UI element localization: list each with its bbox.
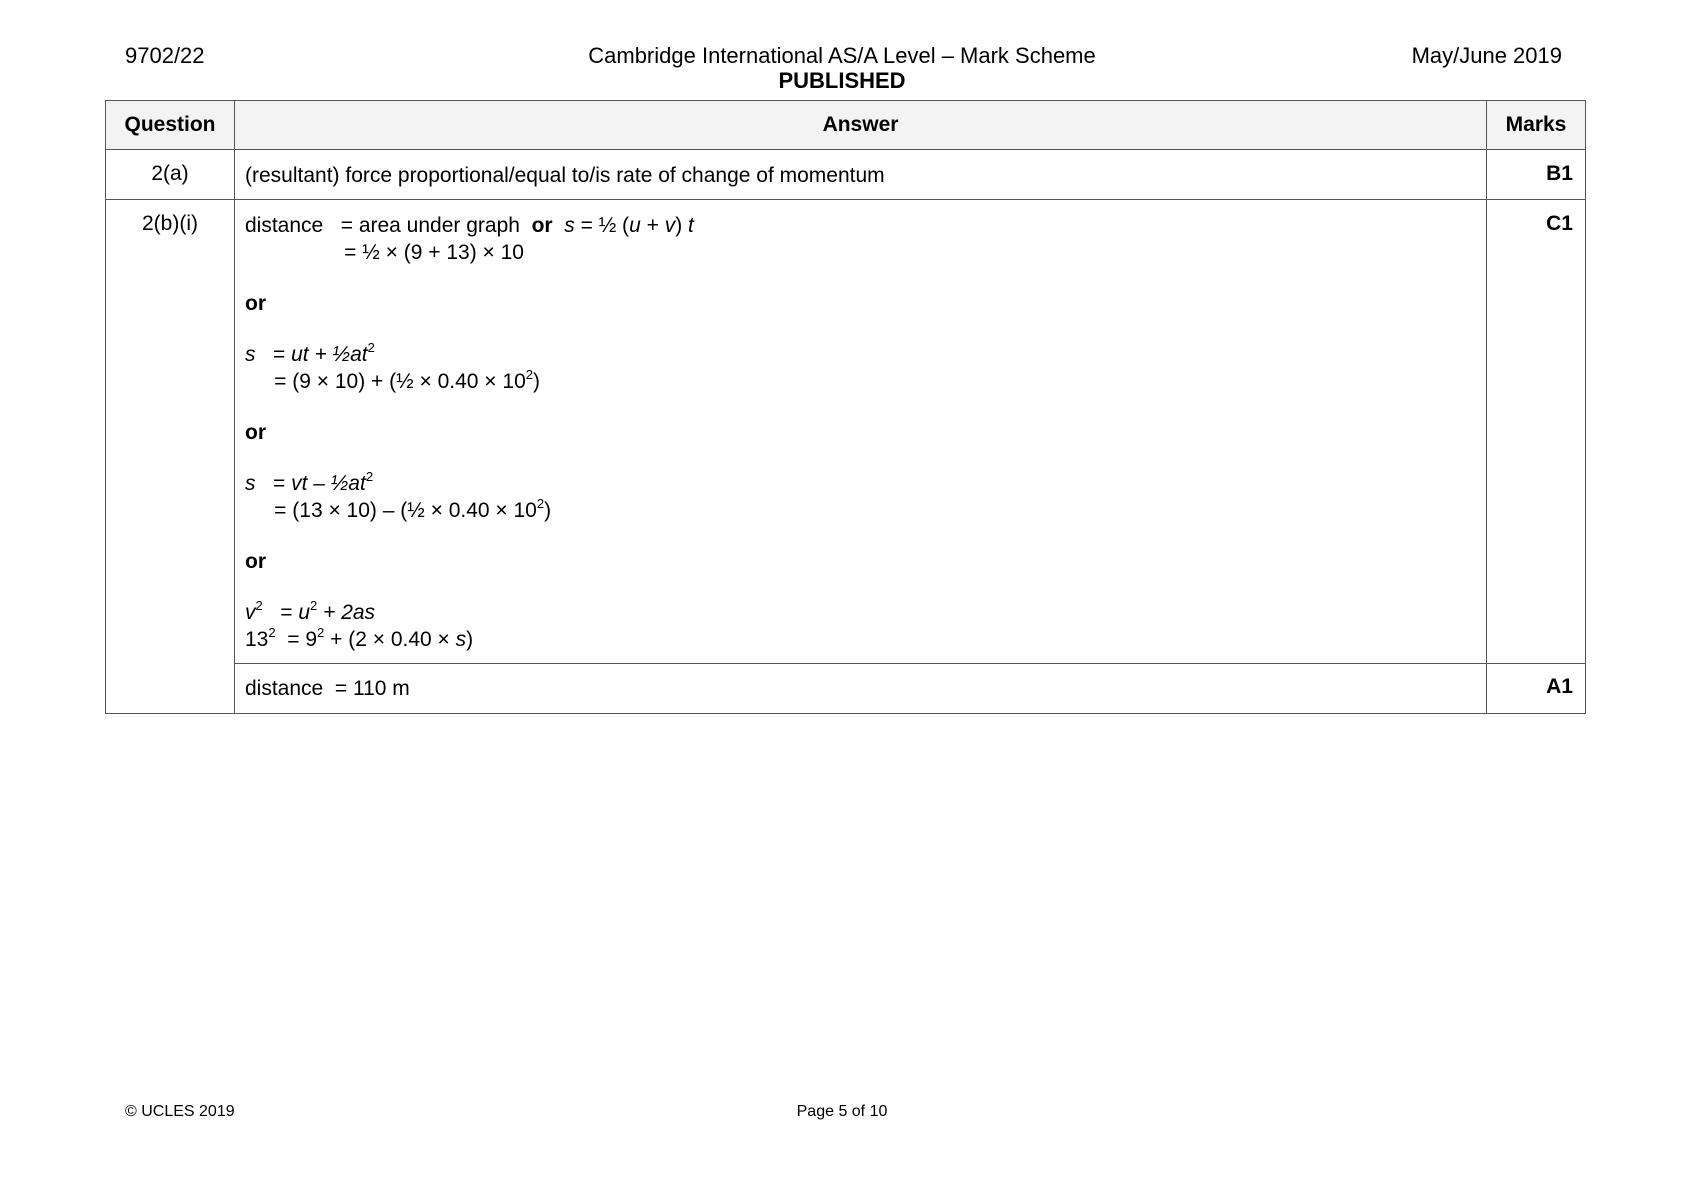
method-3-line-1: s = vt – $\frac{1}{2}at^2$ — [245, 469, 374, 495]
or-separator: or — [245, 421, 266, 444]
header-question: Question — [106, 101, 235, 150]
table-row — [106, 664, 1586, 714]
paper-code: 9702/22 — [125, 43, 205, 68]
table-header-row — [106, 101, 1586, 150]
or-separator: or — [245, 550, 266, 573]
method-3-line-2: = (13 × 10) – (½ × $0.40 \times 10^2$) — [245, 496, 552, 522]
answer-text — [235, 200, 1487, 664]
title: Cambridge International AS/A Level – Mark Scheme — [588, 43, 1096, 68]
table-row — [106, 200, 1586, 664]
header-marks: Marks — [1487, 101, 1586, 150]
method-2-line-2: = (9 × 10) + (½ × $0.40 \times 10^2$) — [245, 367, 540, 393]
mark: B1 — [1487, 150, 1586, 200]
question-number: 2(b)(i) — [106, 200, 235, 714]
answer-text: (resultant) force proportional/equal to/is rate of change of momentum — [235, 150, 1487, 200]
mark: A1 — [1487, 664, 1586, 714]
exam-session: May/June 2019 — [1411, 43, 1562, 68]
table-row — [106, 150, 1586, 200]
published-label: PUBLISHED — [778, 68, 906, 93]
method-1-line-1: distance = area under graph or s = ½ (u + v) t — [245, 214, 694, 237]
header-answer: Answer — [235, 101, 1487, 150]
page-number: Page 5 of 10 — [796, 1103, 888, 1120]
method-1-line-2: = ½ × (9 + 13) × 10 — [245, 241, 524, 264]
method-2-line-1: s = ut + $\frac{1}{2}at^2$ — [245, 340, 375, 366]
or-separator: or — [245, 292, 266, 315]
method-4-line-1: $v^2 = u^2 + 2as$ — [245, 598, 376, 624]
question-number: 2(a) — [106, 150, 235, 200]
answer-text: distance = 110 m — [235, 664, 1487, 714]
mark: C1 — [1487, 200, 1586, 664]
copyright: © UCLES 2019 — [125, 1103, 235, 1120]
method-4-line-2: $13^2 = 9^2 + (2 \times 0.40 \times s)$ — [245, 625, 474, 651]
mark-scheme-table — [105, 100, 1586, 714]
